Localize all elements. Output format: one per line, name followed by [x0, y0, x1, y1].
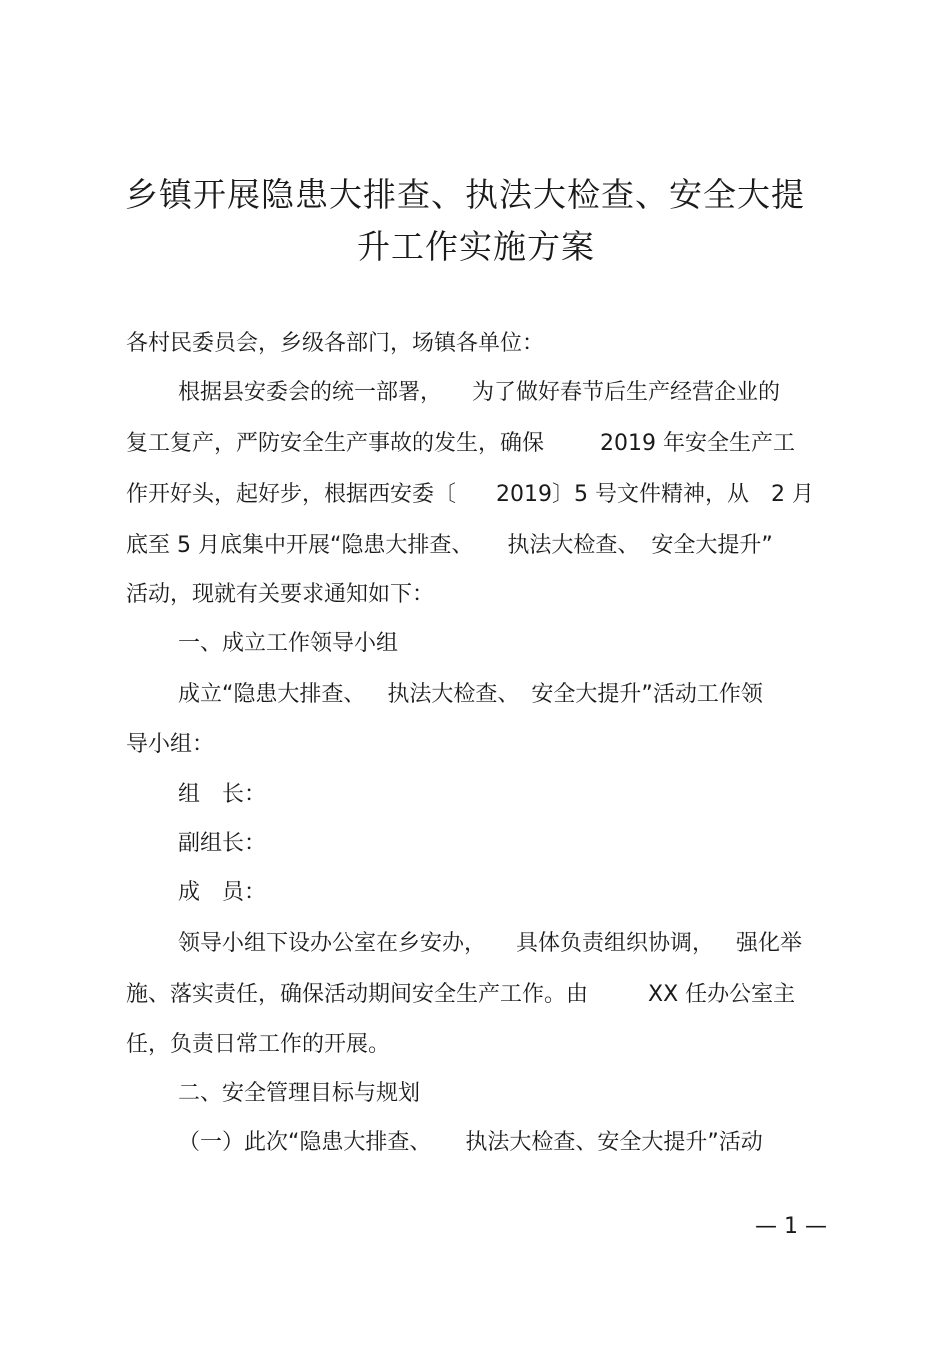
- paragraph-1-line-4: [126, 535, 773, 557]
- document-title-line-2: 升工作实施方案: [357, 227, 595, 266]
- paragraph-4-line-1: [178, 1132, 763, 1154]
- paragraph-3-line-3: 任，负责日常工作的开展。: [126, 1032, 391, 1057]
- text-segment: XX 任办公室主: [648, 982, 796, 1007]
- text-segment: 安全大提升”活动工作领: [531, 682, 763, 707]
- text-segment: 安全大提升”: [651, 533, 773, 558]
- salutation: 各村民委员会，乡级各部门，场镇各单位：: [126, 331, 545, 356]
- text-segment: 复工复产，严防安全生产事故的发生，确保: [126, 431, 545, 456]
- text-segment: 领导小组下设办公室在乡安办，: [178, 931, 487, 956]
- section-2-heading: 二、安全管理目标与规划: [178, 1081, 421, 1106]
- paragraph-1-line-1: [178, 382, 780, 404]
- paragraph-1-line-2: [126, 433, 795, 455]
- deputy-leader-label: 副组长：: [178, 831, 267, 856]
- paragraph-2-line-2: 导小组：: [126, 732, 215, 757]
- paragraph-3-line-2: [126, 984, 795, 1006]
- text-segment: 为了做好春节后生产经营企业的: [472, 380, 781, 405]
- text-segment: 执法大检查、安全大提升”活动: [465, 1130, 763, 1155]
- text-segment: （一）此次“隐患大排查、: [178, 1130, 432, 1155]
- leader-label: 组 长：: [178, 782, 267, 807]
- text-segment: 执法大检查、: [507, 533, 640, 558]
- text-segment: 根据县安委会的统一部署，: [178, 380, 443, 405]
- text-segment: 2019〕5 号文件精神，从: [496, 482, 749, 507]
- paragraph-1-line-5: 活动，现就有关要求通知如下：: [126, 582, 435, 607]
- text-segment: 施、落实责任，确保活动期间安全生产工作。由: [126, 982, 589, 1007]
- text-segment: 2019 年安全生产工: [600, 431, 795, 456]
- text-segment: 强化举: [736, 931, 803, 956]
- text-segment: 底至 5 月底集中开展“隐患大排查、: [126, 533, 474, 558]
- member-label: 成 员：: [178, 880, 267, 905]
- paragraph-3-line-1: [178, 933, 802, 955]
- text-segment: 具体负责组织协调，: [516, 931, 715, 956]
- text-segment: 2 月: [771, 482, 814, 507]
- section-1-heading: 一、成立工作领导小组: [178, 631, 399, 656]
- text-segment: 作开好头，起好步，根据西安委〔: [126, 482, 457, 507]
- text-segment: 执法大检查、: [387, 682, 520, 707]
- paragraph-2-line-1: [178, 684, 763, 706]
- paragraph-1-line-3: [126, 484, 814, 506]
- page-number: — 1 —: [755, 1214, 827, 1239]
- text-segment: 成立“隐患大排查、: [178, 682, 366, 707]
- document-title-line-1: 乡镇开展隐患大排查、执法大检查、安全大提: [125, 175, 805, 214]
